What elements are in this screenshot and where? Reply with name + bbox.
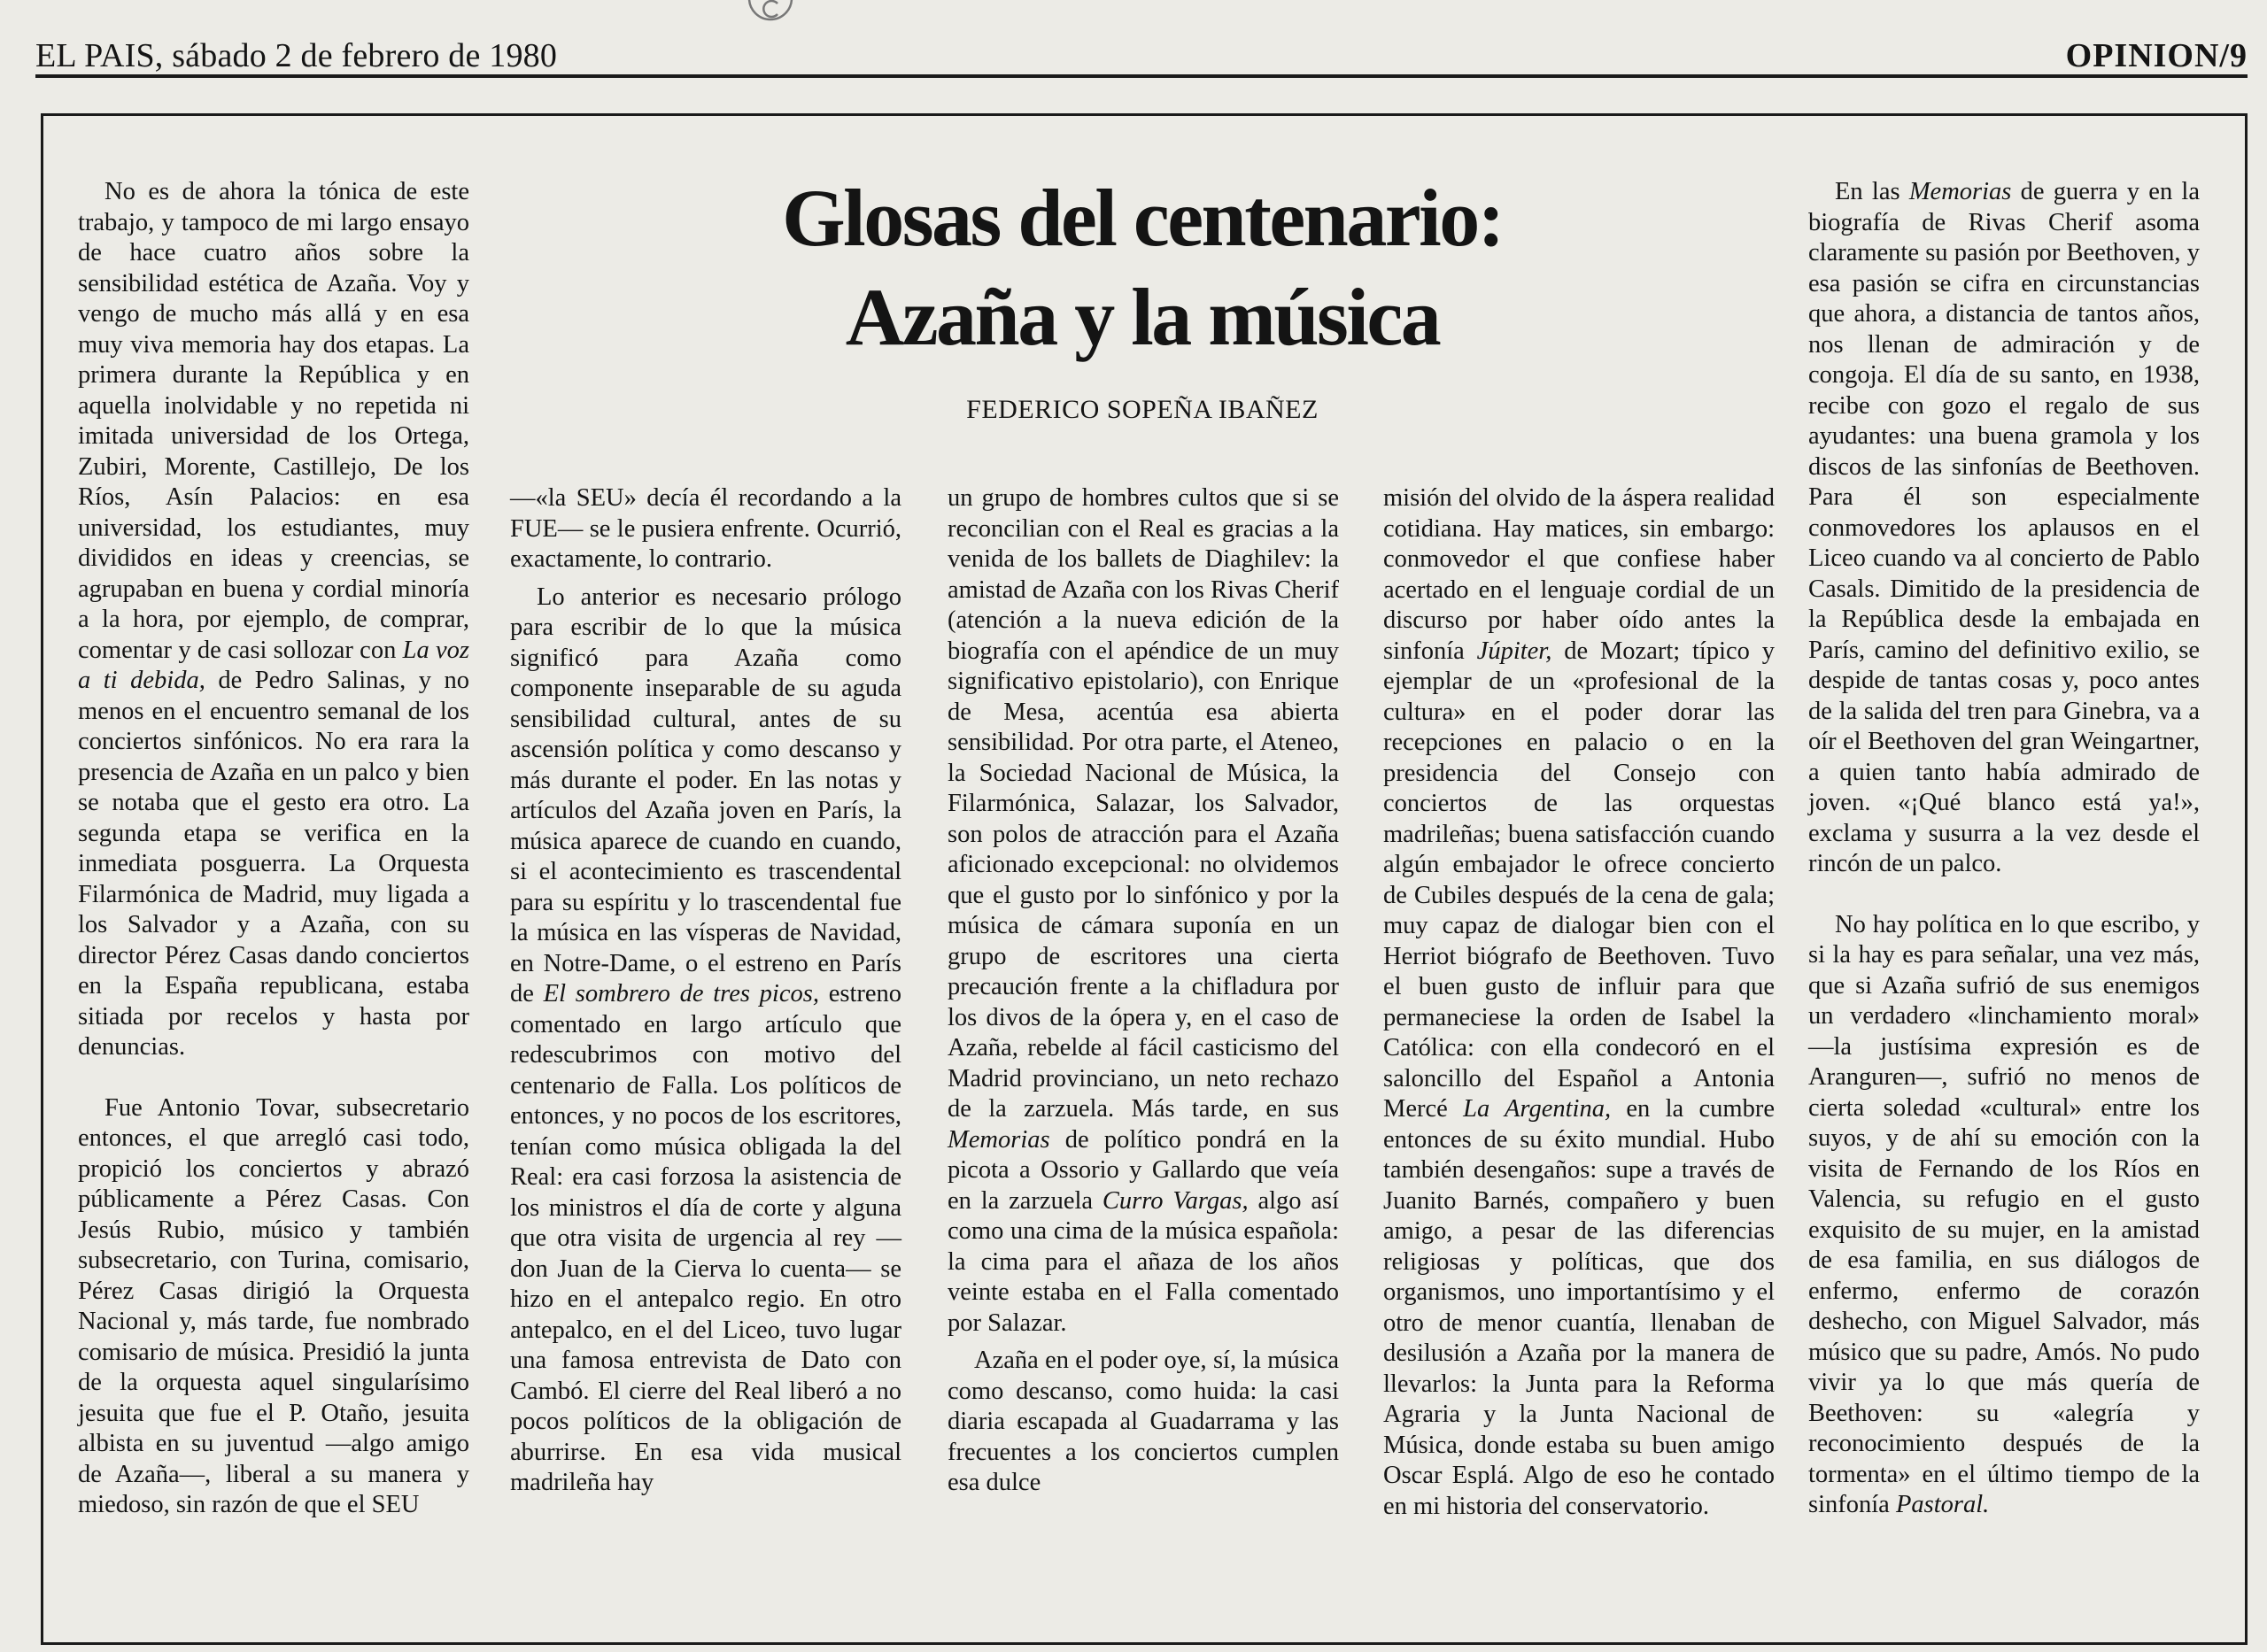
masthead-section: OPINION/9 xyxy=(2065,37,2248,74)
col4-p1-end: en la cumbre entonces de su éxito mundial. Hubo también desengaños: supe a través de Juanito Barnés, compañero y buen amigo, a pesar de las diferencias religiosas y políticas, que dos organismos, uno importantísimo y el otro de menor cuantía, llenaban de desilusión a Azaña por la manera de llevarlos: la Junta para la Reforma Agraria y la Junta Nacional de Música, donde estaba su buen amigo Oscar Esplá. Algo de eso he contado en mi historia del conservatorio. xyxy=(1383,1095,1775,1520)
column-4 xyxy=(1383,483,1775,1522)
col4-p1-text: misión del olvido de la áspera realidad cotidiana. Hay matices, sin embargo: conmovedor el que confiese haber acertado en el lenguaje cordial de un discurso por haber oído antes la sinfonía xyxy=(1383,484,1775,665)
col2-p2-text: Lo anterior es necesario prólogo para escribir de lo que la música significó para Azaña como componente inseparable de su aguda sensibilidad cultural, antes de su ascensión política y como descanso y más durante el poder. En las notas y artículos del Azaña joven en París, la música aparece de cuando en cuando, si el acontecimiento es trascendental para su espíritu y lo trascendental fue la música en las vísperas de Navidad, en Notre-Dame, o el estreno en París de xyxy=(510,583,901,1007)
col2-paragraph-2 xyxy=(510,583,901,1499)
col4-p1-title: Júpiter, xyxy=(1476,637,1552,665)
col5-p2-title: Pastoral. xyxy=(1895,1491,1990,1518)
col4-p1-mid: de Mozart; típico y ejemplar de un «profesional de la cultura» en el poder dorar las recepciones en palacio o en la presidencia del Consejo con conciertos de las orquestas madrileñas; buena satisfacción cuando algún embajador le ofrece concierto de Cubiles después de la cena de gala; muy capaz de dialogar bien con el Herriot biógrafo de Beethoven. Tuvo el buen gusto de influir para que permaneciese la orden de Isabel la Católica: con ella condecoró en el saloncillo del Español a Antonia Mercé xyxy=(1383,637,1776,1123)
col3-paragraph-1 xyxy=(948,483,1339,1339)
col5-p1-title: Memorias xyxy=(1908,178,2012,205)
article-byline: FEDERICO SOPEÑA IBAÑEZ xyxy=(966,395,1319,424)
masthead-date: EL PAIS, sábado 2 de febrero de 1980 xyxy=(35,37,558,74)
col1-p1-end: de Pedro Salinas, y no menos en el encuentro semanal de los conciertos sinfónicos. No era rara la presencia de Azaña en un palco y bien se notaba que el gesto era otro. La segunda etapa se verifica en la inmediata posguerra. La Orquesta Filarmónica de Madrid, muy ligada a los Salvador y a Azaña, con su director Pérez Casas dando conciertos en la España republicana, estaba sitiada por recelos y hasta por denuncias. xyxy=(78,667,470,1061)
col5-paragraph-1 xyxy=(1808,177,2200,880)
title-line-1: Glosas del centenario: xyxy=(782,173,1503,263)
col3-p1-mid: de político pondrá en la picota a Ossorio y Gallardo que veía en la zarzuela xyxy=(948,1125,1339,1215)
article-title xyxy=(770,168,1514,367)
col5-p1-end: de guerra y en la biografía de Rivas Cherif asoma claramente su pasión por Beethoven, y esa pasión se cifra en circunstancias que ahora, a distancia de tantos años, nos llenan de admiración y de congoja. El día de su santo, en 1938, recibe con gozo el regalo de sus ayudantes: una buena gramola y los discos de las sinfonías de Beethoven. Para él son especialmente conmovedores los aplausos en el Liceo cuando va al concierto de Pablo Casals. Dimitido de la presidencia de la República desde la embajada en París, camino del definitivo exilio, se despide de tantas cosas y, poco antes de la salida del tren para Ginebra, va a oír el Beethoven del gran Weingartner, a quien tanto había admirado de joven. «¡Qué blanco está ya!», exclama y susurra a la vez desde el rincón de un palco. xyxy=(1808,178,2201,877)
col2-paragraph-1: —«la SEU» decía él recordando a la FUE— se le pusiera enfrente. Ocurrió, exactamente, lo contrario. xyxy=(510,484,901,573)
col5-paragraph-2 xyxy=(1808,910,2200,1521)
col3-p1-title: Memorias xyxy=(948,1125,1050,1154)
masthead xyxy=(35,23,2248,73)
col5-p1-start: En las xyxy=(1835,178,1900,205)
col5-p2-text: No hay política en lo que escribo, y si la hay es para señalar, una vez más, que si Azaña sufrió de sus enemigos un verdadero «linchamiento moral» —la justísima expresión es de Aranguren—, sufrió no menos de cierta soledad «cultural» entre los suyos, y de ahí su emoción con la visita de Fernando de los Ríos en Valencia, su refugio en el gusto exquisito de su mujer, en la amistad de esa familia, en sus diálogos de enfermo, enfermo de corazón deshecho, con Miguel Salvador, más músico que su padre, Amós. No pudo vivir ya lo que más quería de Beethoven: su «alegría y reconocimiento después de la tormenta» en el último tiempo de la sinfonía xyxy=(1808,910,2200,1518)
col3-p1-text: un grupo de hombres cultos que si se reconcilian con el Real es gracias a la venida de los ballets de Diaghilev: la amistad de Azaña con los Rivas Cherif (atención a la nueva edición de la biografía con el apéndice de un muy significativo epistolario), con Enrique de Mesa, acentúa esa abierta sensibilidad. Por otra parte, el Ateneo, la Sociedad Nacional de Música, la Filarmónica, Salazar, los Salvador, son polos de atracción para el Azaña aficionado excepcional: no olvidemos que el gusto por lo sinfónico y por la música de cámara suponía en un grupo de escritores una cierta precaución frente a la chifladura por los divos de la ópera y, en el caso de Azaña, rebelde al fácil casticismo del Madrid provinciano, un neto rechazo de la zarzuela. Más tarde, en sus xyxy=(948,484,1339,1123)
column-1 xyxy=(78,177,469,1521)
col1-p1-text: No es de ahora la tónica de este trabajo, y tampoco de mi largo ensayo de hace cuatro años sobre la sensibilidad estética de Azaña. Voy y vengo de mucho más allá y en esa muy viva memoria hay dos etapas. La primera durante la República y en aquella inolvidable y no repetida ni imitada universidad de los Ortega, Zubiri, Morente, Castillejo, De los Ríos, Asín Palacios: en esa universidad, los estudiantes, muy divididos en ideas y creencias, se agrupaban en buena y cordial minoría a la hora, por ejemplo, de comprar, comentar y de casi sollozar con xyxy=(78,178,469,664)
col1-paragraph-1 xyxy=(78,177,469,1063)
masthead-rule xyxy=(35,74,2248,78)
col4-p1-title-2: La Argentina, xyxy=(1463,1095,1612,1123)
col2-p2-end: estreno comentado en largo artículo que redescubrimos con motivo del centenario de Falla. Los políticos de entonces, y no pocos de los escritores, tenían como música obligada la del Real: era casi forzosa la asistencia de los ministros el día de corte y alguna que otra visita de urgencia al rey —don Juan de la Cierva lo cuenta— se hizo en el antepalco regio. En otro antepalco, en el del Liceo, tuvo lugar una famosa entrevista de Dato con Cambó. El cierre del Real liberó a no pocos políticos de la obligación de aburrirse. En esa vida musical madrileña hay xyxy=(510,980,902,1496)
col3-paragraph-2: Azaña en el poder oye, sí, la música como descanso, como huida: la casi diaria escapada al Guadarrama y las frecuentes a los conciertos cumplen esa dulce xyxy=(948,1347,1339,1496)
column-3 xyxy=(948,483,1339,1499)
col3-p1-end: algo así como una cima de la música española: la cima para el añaza de los años veinte estaba en el Falla comentado por Salazar. xyxy=(948,1186,1340,1337)
col1-p1-title: La voz a ti debida, xyxy=(78,636,470,694)
column-5 xyxy=(1808,177,2200,1521)
title-line-2: Azaña y la música xyxy=(845,272,1440,362)
col1-paragraph-2: Fue Antonio Tovar, subsecretario entonces, el que arregló casi todo, propició los conciertos y abrazó públicamente a Pérez Casas. Con Jesús Rubio, músico y también subsecretario, con Turina, comisario, Pérez Casas dirigió la Orquesta Nacional y, más tarde, fue nombrado comisario de música. Presidió la junta de la orquesta aquel singularísimo jesuita que fue el P. Otaño, jesuita albista en su juventud —algo amigo de Azaña—, liberal a su manera y miedoso, sin razón de que el SEU xyxy=(78,1093,469,1518)
col4-paragraph-1 xyxy=(1383,483,1775,1522)
col3-p1-title-2: Curro Vargas, xyxy=(1102,1186,1249,1215)
column-2 xyxy=(510,483,901,1499)
col2-p2-title: El sombrero de tres picos, xyxy=(543,980,819,1007)
